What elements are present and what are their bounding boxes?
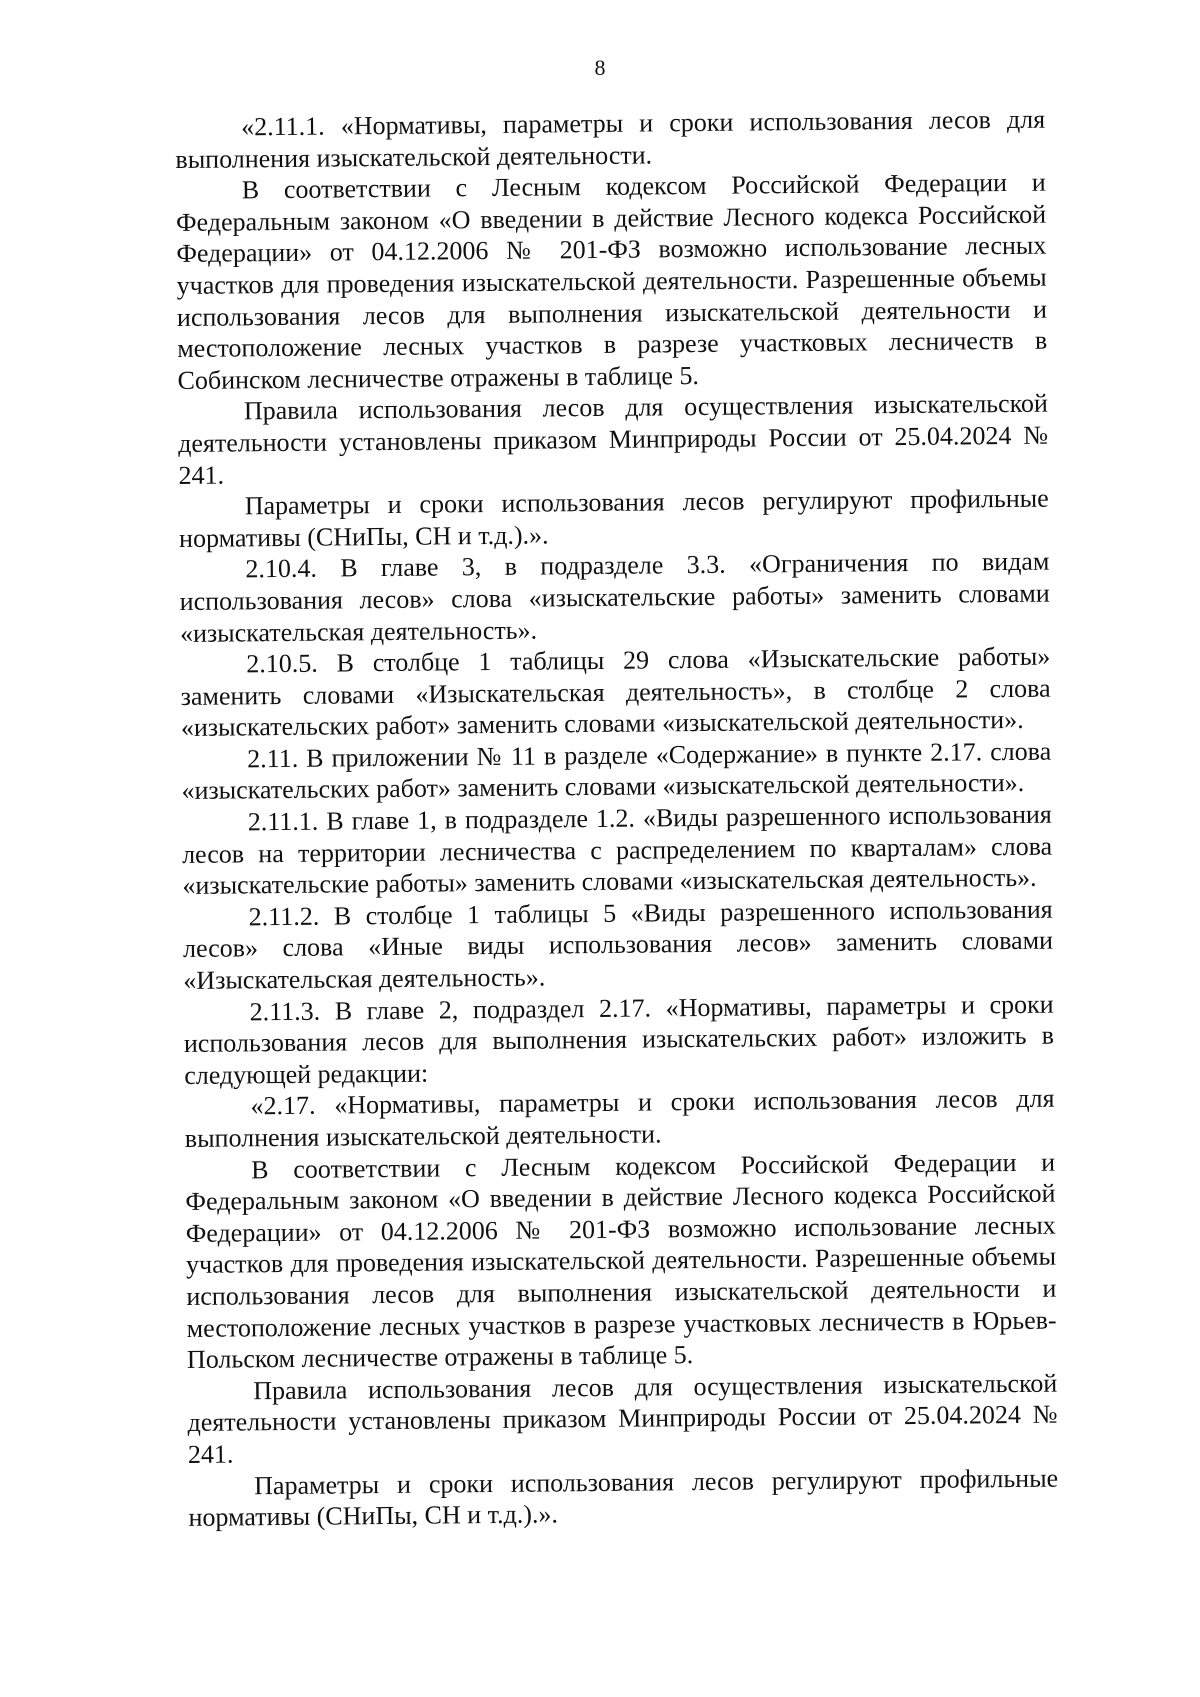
paragraph-2-11-1: 2.11.1. В главе 1, в подразделе 1.2. «Виды разрешенного использования лесов на территории лесничества с распределением по кварталам» слова «изыскательские работы» заменить словами «изыскательская деятельность». [181,799,1053,901]
page-number: 8 [594,55,606,80]
paragraph-sobinsky-parameters: Параметры и сроки использования лесов регулируют профильные нормативы (СНиПы, СН и т.д.).». [178,483,1049,553]
paragraph-yuryev-parameters: Параметры и сроки использования лесов регулируют профильные нормативы (СНиПы, СН и т.д.).». [188,1463,1059,1533]
paragraph-sobinsky-legal-basis: В соответствии с Лесным кодексом Российской Федерации и Федеральным законом «О введении в действие Лесного кодекса Российской Федерации» от 04.12.2006 № 201-ФЗ возможно использование лесных участков для проведения изыскательской деятельности. Разрешенные объемы использования лесов для выполнения изыскательской деятельности и местоположение лесных участков в разрезе участковых лесничеств в Собинском лесничестве отражены в таблице 5. [175,167,1048,395]
document-body [175,104,1059,1534]
paragraph-yuryev-legal-basis: В соответствии с Лесным кодексом Российской Федерации и Федеральным законом «О введении в действие Лесного кодекса Российской Федерации» от 04.12.2006 № 201-ФЗ возможно использование лесных участков для проведения изыскательской деятельности. Разрешенные объемы использования лесов для выполнения изыскательской деятельности и местоположение лесных участков в разрезе участковых лесничеств в Юрьев-Польском лесничестве отражены в таблице 5. [185,1147,1057,1375]
paragraph-2-10-5: 2.10.5. В столбце 1 таблицы 29 слова «Изыскательские работы» заменить словами «Изыскательская деятельность», в столбце 2 слова «изыскательских работ» заменить словами «изыскательской деятельности». [180,641,1051,743]
paragraph-2-11-1-heading: «2.11.1. «Нормативы, параметры и сроки использования лесов для выполнения изыскательской деятельности. [175,104,1046,174]
paragraph-2-11-2: 2.11.2. В столбце 1 таблицы 5 «Виды разрешенного использования лесов» слова «Иные виды использования лесов» заменить словами «Изыскательская деятельность». [182,894,1054,995]
paragraph-2-11: 2.11. В приложении № 11 в разделе «Содержание» в пункте 2.17. слова «изыскательских работ» заменить словами «изыскательской деятельности». [181,736,1052,806]
paragraph-2-11-3: 2.11.3. В главе 2, подраздел 2.17. «Нормативы, параметры и сроки использования лесов для выполнения изыскательских работ» изложить в следующей редакции: [183,989,1055,1090]
paragraph-sobinsky-rules: Правила использования лесов для осуществления изыскательской деятельности установлены приказом Минприроды России от 25.04.2024 № 241. [178,388,1049,490]
paragraph-2-17-heading: «2.17. «Нормативы, параметры и сроки использования лесов для выполнения изыскательской деятельности. [184,1084,1055,1153]
paragraph-2-10-4: 2.10.4. В главе 3, в подразделе 3.3. «Ограничения по видам использования лесов» слова «изыскательские работы» заменить словами «изыскательская деятельность». [179,546,1050,648]
paragraph-yuryev-rules: Правила использования лесов для осуществления изыскательской деятельности установлены приказом Минприроды России от 25.04.2024 № 241. [187,1368,1058,1469]
